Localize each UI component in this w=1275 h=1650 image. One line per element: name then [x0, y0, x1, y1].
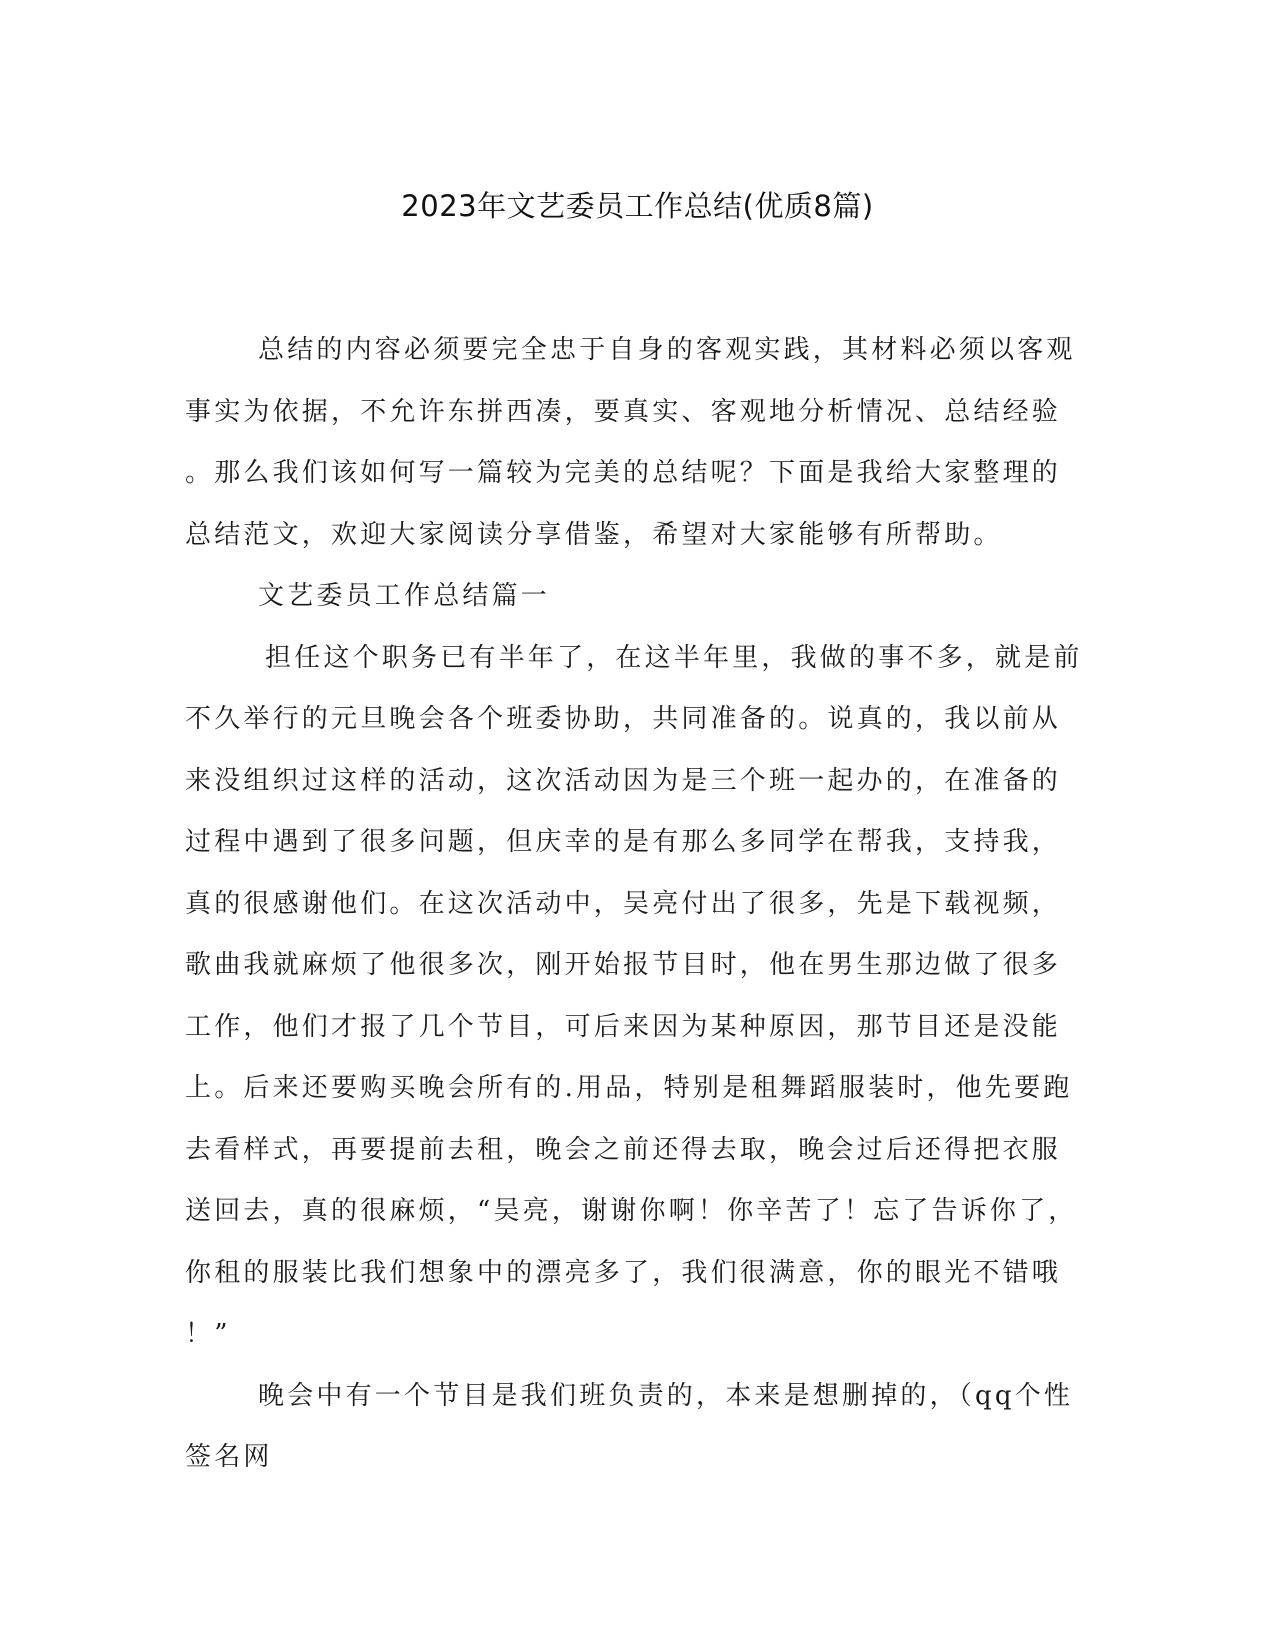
- paragraph-line: 歌曲我就麻烦了他很多次，刚开始报节目时，他在男生那边做了很多: [185, 950, 1062, 980]
- paragraph-line: 晚会中有一个节目是我们班负责的，本来是想删掉的，（qq个性: [258, 1380, 1074, 1411]
- paragraph-line: 去看样式，再要提前去租，晚会之前还得去取，晚会过后还得把衣服: [185, 1134, 1062, 1165]
- paragraph-line: 签名网: [185, 1442, 273, 1472]
- paragraph-line: 总结的内容必须要完全忠于自身的客观实践，其材料必须以客观: [258, 335, 1076, 365]
- section-heading: 文艺委员工作总结篇一: [258, 581, 551, 611]
- paragraph-line: 工作，他们才报了几个节目，可后来因为某种原因，那节目还是没能: [185, 1011, 1062, 1042]
- paragraph-line: 送回去，真的很麻烦，“吴亮，谢谢你啊！你辛苦了！忘了告诉你了，: [185, 1196, 1078, 1226]
- paragraph-line: 事实为依据，不允许东拼西凑，要真实、客观地分析情况、总结经验: [185, 396, 1062, 427]
- document-title: 2023年文艺委员工作总结(优质8篇): [401, 189, 874, 223]
- paragraph-line: 过程中遇到了很多问题，但庆幸的是有那么多同学在帮我，支持我，: [185, 827, 1062, 857]
- paragraph-line: ！”: [185, 1319, 231, 1349]
- paragraph-line: 你租的服装比我们想象中的漂亮多了，我们很满意，你的眼光不错哦: [185, 1257, 1062, 1288]
- paragraph-line: 担任这个职务已有半年了，在这半年里，我做的事不多，就是前: [265, 642, 1083, 673]
- paragraph-line: 不久举行的元旦晚会各个班委协助，共同准备的。说真的，我以前从: [185, 704, 1062, 734]
- paragraph-line: 。那么我们该如何写一篇较为完美的总结呢？下面是我给大家整理的: [185, 458, 1062, 488]
- paragraph-line: 上。后来还要购买晚会所有的.用品，特别是租舞蹈服装时，他先要跑: [185, 1073, 1073, 1103]
- document-body: [185, 320, 1083, 1489]
- paragraph-line: 总结范文，欢迎大家阅读分享借鉴，希望对大家能够有所帮助。: [185, 519, 1003, 550]
- paragraph-line: 来没组织过这样的活动，这次活动因为是三个班一起办的，在准备的: [185, 765, 1062, 796]
- paragraph-line: 真的很感谢他们。在这次活动中，吴亮付出了很多，先是下载视频，: [185, 888, 1062, 919]
